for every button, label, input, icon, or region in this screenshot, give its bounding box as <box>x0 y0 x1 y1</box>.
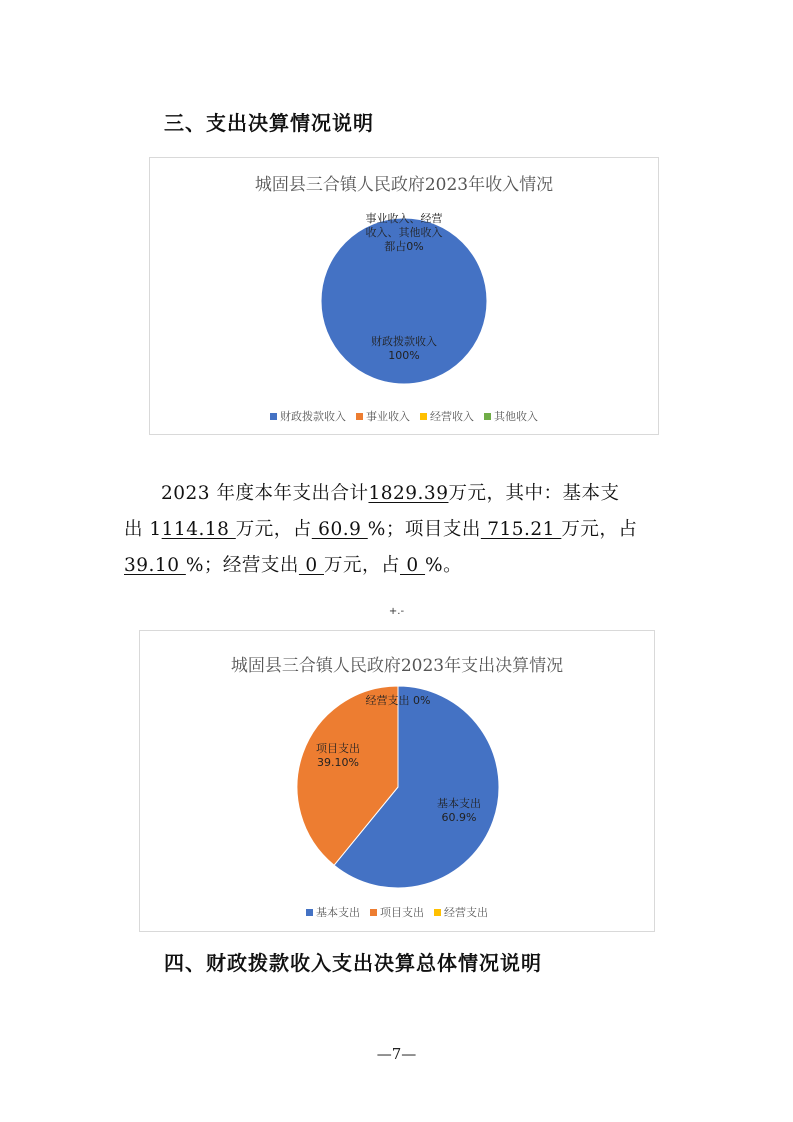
operating-percent: 0 <box>400 555 426 576</box>
legend-label: 经营支出 <box>444 906 488 919</box>
data-label-2: 项目支出 39.10% <box>316 742 360 769</box>
income-chart <box>149 157 659 435</box>
legend-item <box>356 408 410 424</box>
legend-item <box>420 408 474 424</box>
section-3-heading: 三、支出决算情况说明 <box>164 111 374 135</box>
legend-item <box>434 904 488 920</box>
expenditure-chart <box>139 630 655 932</box>
legend-item <box>370 904 424 920</box>
legend-item <box>306 904 360 920</box>
page-number: —7— <box>376 1045 417 1063</box>
legend-label: 事业收入 <box>366 410 410 423</box>
expenditure-legend <box>140 904 654 920</box>
legend-label: 经营收入 <box>430 410 474 423</box>
text: 万元，其中：基本支 <box>448 483 620 504</box>
text: 2023 年度本年支出合计 <box>161 483 369 504</box>
income-pie <box>150 158 658 434</box>
legend-swatch <box>306 909 313 916</box>
text: 万元，占 <box>235 519 312 540</box>
legend-label: 其他收入 <box>494 410 538 423</box>
legend-swatch <box>270 413 277 420</box>
total-amount: 1829.39 <box>368 483 449 504</box>
legend-item <box>270 408 346 424</box>
expenditure-pie <box>140 631 654 931</box>
operating-amount: 0 <box>298 555 324 576</box>
legend-label: 基本支出 <box>316 906 360 919</box>
text: 出 1 <box>124 519 162 540</box>
data-label-2: 事业收入、经营收入、其他收入都占0% <box>365 212 443 253</box>
text: 万元，占 <box>323 555 400 576</box>
expenditure-paragraph <box>124 476 684 584</box>
data-label-1: 财政拨款收入 100% <box>371 335 437 362</box>
income-chart-title: 城固县三合镇人民政府2023年收入情况 <box>254 175 554 195</box>
section-4-heading: 四、财政拨款收入支出决算总体情况说明 <box>164 951 542 975</box>
legend-item <box>484 408 538 424</box>
legend-swatch <box>434 909 441 916</box>
basic-amount: 114.18 <box>161 519 236 540</box>
basic-percent: 60.9 <box>311 519 368 540</box>
legend-label: 项目支出 <box>380 906 424 919</box>
data-label-3: 经营支出 0% <box>365 694 431 707</box>
legend-swatch <box>420 413 427 420</box>
anchor-marker: +.- <box>388 606 405 617</box>
legend-swatch <box>356 413 363 420</box>
legend-swatch <box>484 413 491 420</box>
project-amount: 715.21 <box>480 519 562 540</box>
project-percent: 39.10 <box>124 555 186 576</box>
text: 万元，占 <box>561 519 638 540</box>
text: %。 <box>425 555 463 576</box>
text: %；项目支出 <box>367 519 481 540</box>
para-line-3 <box>124 548 684 584</box>
expenditure-chart-title: 城固县三合镇人民政府2023年支出决算情况 <box>230 656 564 676</box>
data-label-1: 基本支出 60.9% <box>437 797 481 824</box>
para-line-2 <box>124 512 684 548</box>
text: %；经营支出 <box>185 555 299 576</box>
legend-swatch <box>370 909 377 916</box>
para-line-1 <box>124 476 684 512</box>
income-legend <box>150 408 658 424</box>
legend-label: 财政拨款收入 <box>280 410 346 423</box>
